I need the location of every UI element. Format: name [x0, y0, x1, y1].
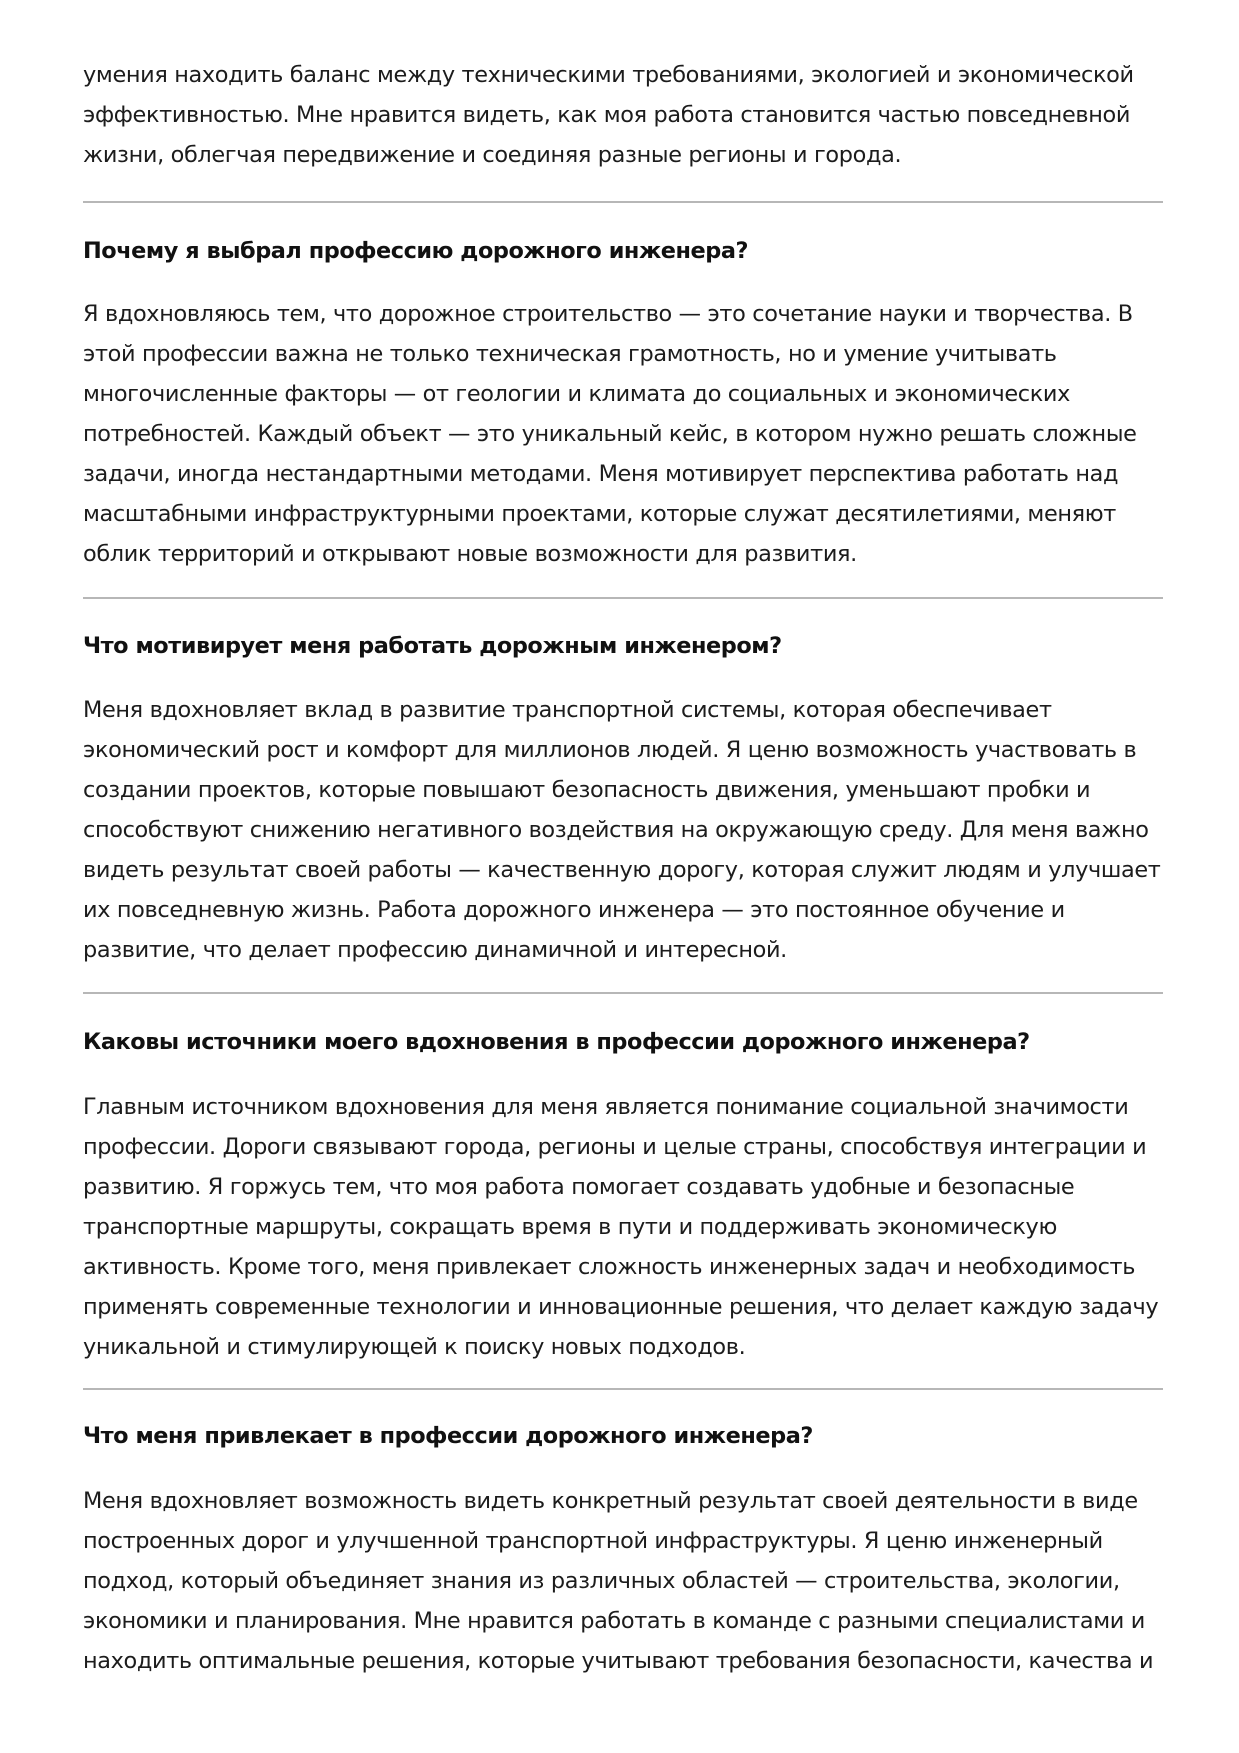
divider-line — [83, 1388, 1163, 1390]
paragraph-line: находить оптимальные решения, которые учитывают требования безопасности, качества и — [83, 1648, 1154, 1674]
section-paragraph — [83, 294, 1163, 574]
paragraph-line: экономики и планирования. Мне нравится работать в команде с разными специалистами и — [83, 1608, 1145, 1634]
paragraph-text — [83, 55, 1163, 175]
section-heading: Каковы источники моего вдохновения в профессии дорожного инженера? — [83, 1029, 1030, 1055]
section-divider — [83, 597, 1163, 599]
paragraph-line: этой профессии важна не только техническая грамотность, но и умение учитывать — [83, 341, 1057, 367]
section-paragraph — [83, 1481, 1163, 1681]
paragraph-text — [83, 1481, 1163, 1681]
section-divider — [83, 201, 1163, 203]
paragraph-line: развитие, что делает профессию динамичной и интересной. — [83, 937, 787, 963]
paragraph-line: профессии. Дороги связывают города, регионы и целые страны, способствуя интеграции и — [83, 1134, 1147, 1160]
paragraph-text — [83, 690, 1163, 970]
paragraph-line: многочисленные факторы — от геологии и климата до социальных и экономических — [83, 381, 1071, 407]
paragraph-text — [83, 1087, 1163, 1367]
section-heading: Что меня привлекает в профессии дорожного инженера? — [83, 1423, 813, 1449]
paragraph-line: активность. Кроме того, меня привлекает сложность инженерных задач и необходимость — [83, 1254, 1136, 1280]
paragraph-line: Я вдохновляюсь тем, что дорожное строительство — это сочетание науки и творчества. В — [83, 301, 1133, 327]
paragraph-line: умения находить баланс между техническими требованиями, экологией и экономической — [83, 62, 1134, 88]
paragraph-line: экономический рост и комфорт для миллионов людей. Я ценю возможность участвовать в — [83, 737, 1137, 763]
section-heading: Что мотивирует меня работать дорожным инженером? — [83, 633, 782, 659]
divider-line — [83, 992, 1163, 994]
paragraph-line: масштабными инфраструктурными проектами, которые служат десятилетиями, меняют — [83, 501, 1116, 527]
paragraph-line: Меня вдохновляет возможность видеть конкретный результат своей деятельности в виде — [83, 1488, 1138, 1514]
paragraph-line: видеть результат своей работы — качественную дорогу, которая служит людям и улучшает — [83, 857, 1161, 883]
paragraph-line: Главным источником вдохновения для меня является понимание социальной значимости — [83, 1094, 1129, 1120]
section-sources-of-inspiration — [83, 1027, 1163, 1057]
paragraph-line: развитию. Я горжусь тем, что моя работа помогает создавать удобные и безопасные — [83, 1174, 1075, 1200]
paragraph-line: транспортные маршруты, сокращать время в пути и поддерживать экономическую — [83, 1214, 1057, 1240]
paragraph-line: задачи, иногда нестандартными методами. Меня мотивирует перспектива работать над — [83, 461, 1119, 487]
divider-line — [83, 597, 1163, 599]
section-what-attracts — [83, 1421, 1163, 1451]
paragraph-line: способствуют снижению негативного воздействия на окружающую среду. Для меня важно — [83, 817, 1149, 843]
section-why-chose-profession — [83, 236, 1163, 266]
intro-paragraph — [83, 55, 1163, 175]
paragraph-line: уникальной и стимулирующей к поиску новых подходов. — [83, 1334, 746, 1360]
section-paragraph — [83, 1087, 1163, 1367]
section-heading: Почему я выбрал профессию дорожного инженера? — [83, 238, 749, 264]
paragraph-line: создании проектов, которые повышают безопасность движения, уменьшают пробки и — [83, 777, 1091, 803]
section-what-motivates — [83, 631, 1163, 661]
paragraph-line: построенных дорог и улучшенной транспортной инфраструктуры. Я ценю инженерный — [83, 1528, 1103, 1554]
paragraph-line: Меня вдохновляет вклад в развитие транспортной системы, которая обеспечивает — [83, 697, 1052, 723]
paragraph-line: потребностей. Каждый объект — это уникальный кейс, в котором нужно решать сложные — [83, 421, 1137, 447]
paragraph-line: эффективностью. Мне нравится видеть, как моя работа становится частью повседневной — [83, 102, 1131, 128]
paragraph-text — [83, 294, 1163, 574]
paragraph-line: их повседневную жизнь. Работа дорожного инженера — это постоянное обучение и — [83, 897, 1065, 923]
paragraph-line: применять современные технологии и инновационные решения, что делает каждую задачу — [83, 1294, 1159, 1320]
divider-line — [83, 201, 1163, 203]
section-divider — [83, 992, 1163, 994]
section-paragraph — [83, 690, 1163, 970]
paragraph-line: подход, который объединяет знания из различных областей — строительства, экологии, — [83, 1568, 1120, 1594]
paragraph-line: жизни, облегчая передвижение и соединяя разные регионы и города. — [83, 142, 902, 168]
section-divider — [83, 1388, 1163, 1390]
paragraph-line: облик территорий и открывают новые возможности для развития. — [83, 541, 857, 567]
